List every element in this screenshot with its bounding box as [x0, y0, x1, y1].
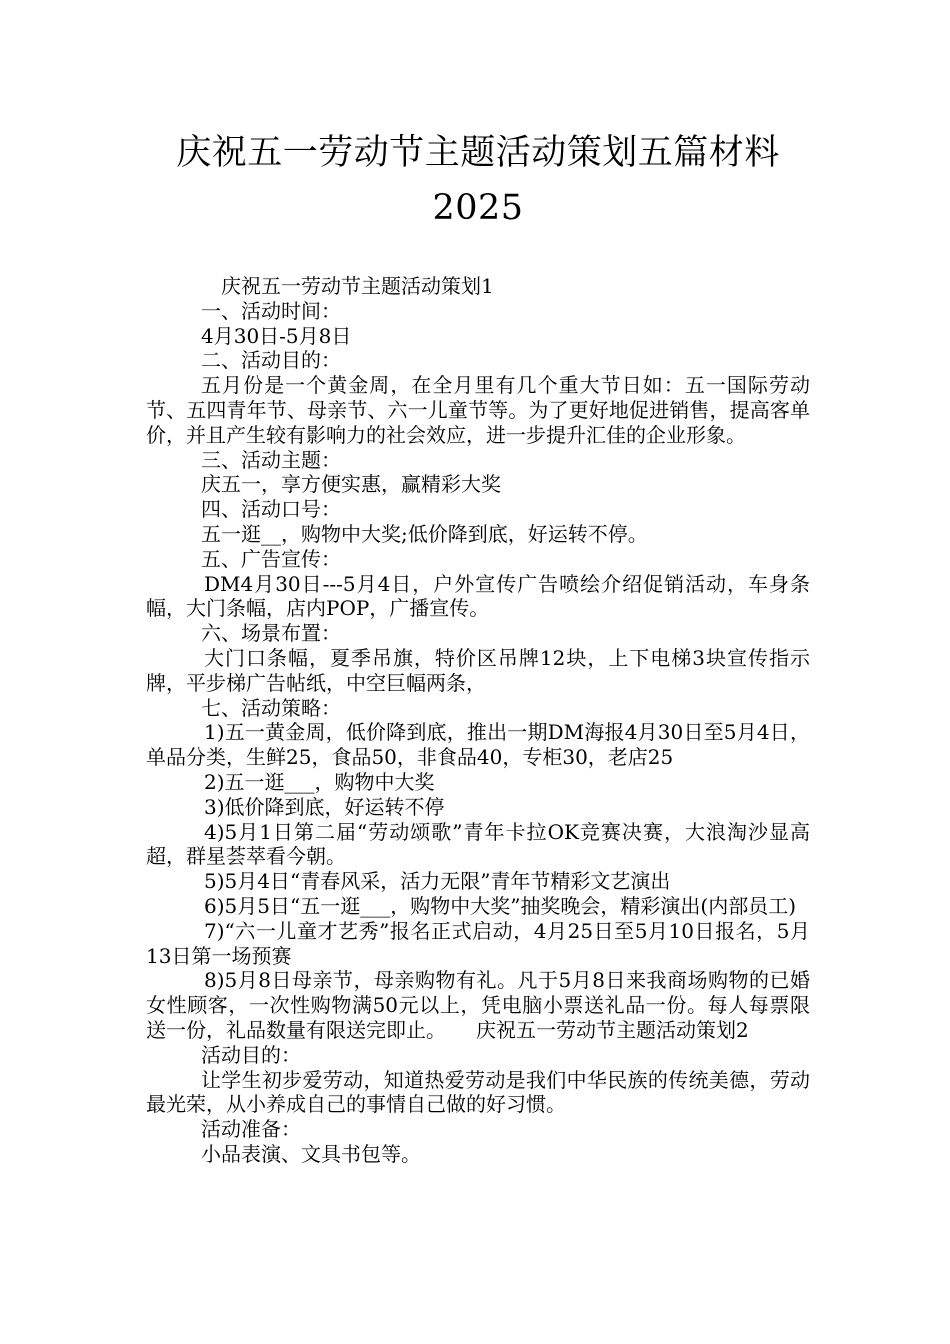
document-page	[146, 126, 810, 1167]
paragraph: 8)5月8日母亲节，母亲购物有礼。凡于5月8日来我商场购物的已婚女性顾客，一次性购物满50元以上，凭电脑小票送礼品一份。每人每票限送一份，礼品数量有限送完即止。 庆祝五一劳动节主题活动策划2	[146, 968, 810, 1042]
paragraph: 3)低价降到底，好运转不停	[204, 794, 445, 819]
paragraph: 三、活动主题：	[201, 447, 341, 472]
paragraph: 活动目的：	[201, 1042, 301, 1067]
paragraph: 2)五一逛___，购物中大奖	[204, 769, 435, 794]
document-title	[146, 126, 810, 236]
paragraph: 一、活动时间：	[201, 298, 341, 323]
document-title-line-2: 2025	[432, 188, 524, 228]
paragraph: 4月30日-5月8日	[201, 323, 352, 348]
document-body	[146, 274, 810, 1167]
paragraph: 7)“六一儿童才艺秀”报名正式启动，4月25日至5月10日报名，5月13日第一场预赛	[146, 918, 810, 968]
paragraph: 小品表演、文具书包等。	[201, 1141, 421, 1166]
paragraph: 五、广告宣传：	[201, 546, 341, 571]
paragraph: 4)5月1日第二届“劳动颂歌”青年卡拉OK竞赛决赛，大浪淘沙显高超，群星荟萃看今朝。	[146, 819, 810, 869]
document-title-line-1: 庆祝五一劳动节主题活动策划五篇材料	[176, 133, 780, 173]
paragraph: DM4月30日---5月4日，户外宣传广告喷绘介绍促销活动，车身条幅，大门条幅，店内POP，广播宣传。	[146, 571, 810, 621]
paragraph: 活动准备：	[201, 1117, 301, 1142]
paragraph: 6)5月5日“五一逛___，购物中大奖”抽奖晚会，精彩演出(内部员工)	[204, 893, 797, 918]
paragraph: 1)五一黄金周，低价降到底，推出一期DM海报4月30日至5月4日，单品分类，生鲜25，食品50，非食品40，专柜30，老店25	[146, 720, 810, 770]
paragraph: 六、场景布置：	[201, 621, 341, 646]
paragraph: 五一逛__，购物中大奖;低价降到底，好运转不停。	[201, 521, 648, 546]
paragraph: 庆五一，享方便实惠，赢精彩大奖	[201, 472, 501, 497]
paragraph: 5)5月4日“青春风采，活力无限”青年节精彩文艺演出	[204, 869, 671, 894]
paragraph: 五月份是一个黄金周，在全月里有几个重大节日如：五一国际劳动节、五四青年节、母亲节、六一儿童节等。为了更好地促进销售，提高客单价，并且产生较有影响力的社会效应，进一步提升汇佳的企业形象。	[146, 373, 810, 447]
paragraph: 让学生初步爱劳动，知道热爱劳动是我们中华民族的传统美德，劳动最光荣，从小养成自己的事情自己做的好习惯。	[146, 1067, 810, 1117]
paragraph: 七、活动策略：	[201, 695, 341, 720]
section-heading: 庆祝五一劳动节主题活动策划1	[221, 274, 494, 298]
paragraph: 大门口条幅，夏季吊旗，特价区吊牌12块，上下电梯3块宣传指示牌，平步梯广告帖纸，中空巨幅两条，	[146, 645, 810, 695]
paragraph: 四、活动口号：	[201, 497, 341, 522]
paragraph: 二、活动目的：	[201, 348, 341, 373]
